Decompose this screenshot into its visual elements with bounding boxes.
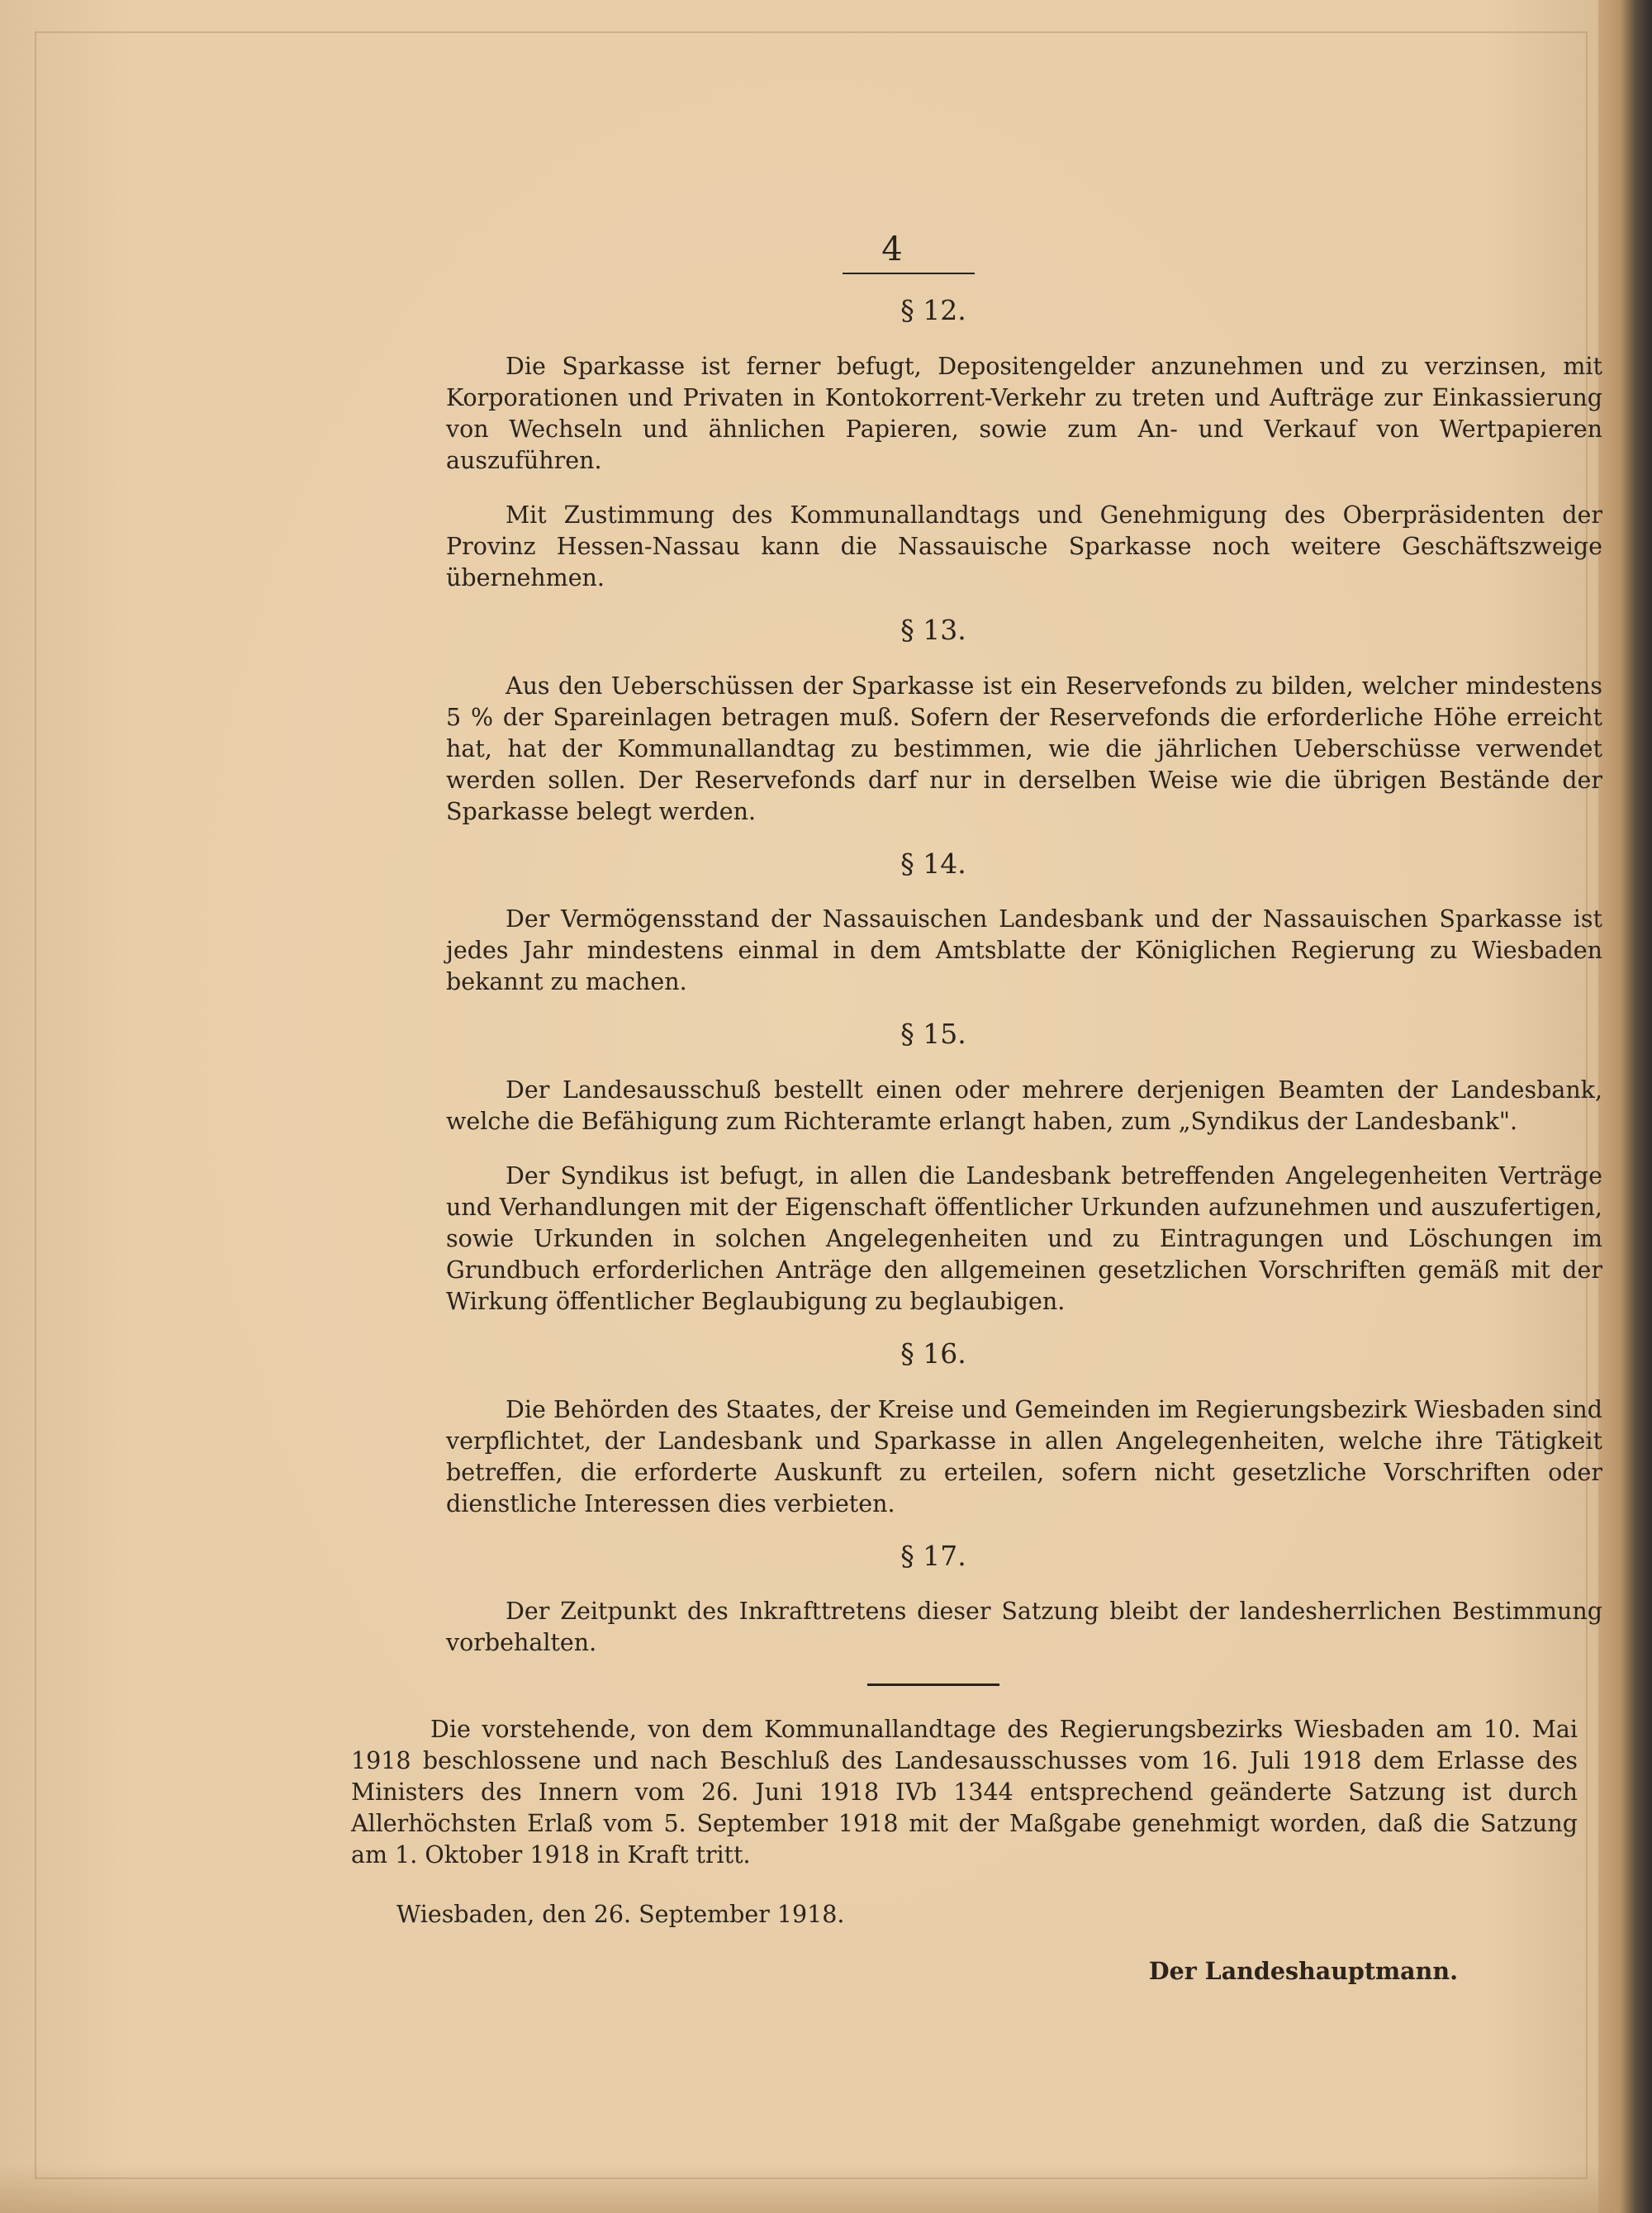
section-12-paragraph-2: Mit Zustimmung des Kommunallandtags und Genehmigung des Oberpräsidenten der Provinz Hessen-Nassau kann die Nassauische Sparkasse noch weitere Geschäftszweige übernehmen. [446,501,1602,591]
section-heading-13: § 13. [900,614,966,646]
section-12-paragraph-1: Die Sparkasse ist ferner befugt, Depositengelder anzunehmen und zu verzinsen, mit Korporationen und Privaten in Kontokorrent-Verkehr zu treten und Aufträge zur Einkassierung von Wechseln und ähnlichen Papieren, sowie zum An- und Verkauf von Wertpapieren auszuführen. [446,352,1602,474]
section-heading-16: § 16. [900,1337,966,1370]
section-17-paragraph-1: Der Zeitpunkt des Inkrafttretens dieser Satzung bleibt der landesherrlichen Bestimmung vorbehalten. [446,1598,1602,1656]
page-edge-bottom [0,2164,1615,2213]
section-14-paragraph-1: Der Vermögensstand der Nassauischen Landesbank und der Nassauischen Sparkasse ist jedes Jahr mindestens einmal in dem Amtsblatte der Königlichen Regierung zu Wiesbaden bekannt zu machen. [446,905,1602,995]
signature-line: Der Landeshauptmann. [1148,1957,1458,1985]
section-heading-12: § 12. [900,294,966,326]
page-number: 4 [881,230,903,268]
place-and-date: Wiesbaden, den 26. September 1918. [396,1901,845,1928]
document-body [351,230,1602,1987]
section-heading-14: § 14. [900,847,966,880]
page-edge [1598,0,1652,2213]
section-heading-15: § 15. [900,1018,966,1050]
section-16-paragraph-1: Die Behörden des Staates, der Kreise und Gemeinden im Regierungsbezirk Wiesbaden sind verpflichtet, der Landesbank und Sparkasse in allen Angelegenheiten, welche ihre Tätigkeit betreffen, die erforderte Auskunft zu erteilen, sofern nicht gesetzliche Vorschriften oder dienstliche Interessen dies verbieten. [446,1395,1602,1517]
closing-statement: Die vorstehende, von dem Kommunallandtage des Regierungsbezirks Wiesbaden am 10. Mai 1918 beschlossene und nach Beschluß des Landesausschusses vom 16. Juli 1918 dem Erlasse des Ministers des Innern vom 26. Juni 1918 IVb 1344 entsprechend geänderte Satzung ist durch Allerhöchsten Erlaß vom 5. September 1918 mit der Maßgabe genehmigt worden, daß die Satzung am 1. Oktober 1918 in Kraft tritt. [351,1716,1578,1869]
page-number-underline [843,273,975,274]
section-15-paragraph-1: Der Landesausschuß bestellt einen oder mehrere derjenigen Beamten der Landesbank, welche die Befähigung zum Richteramte erlangt haben, zum „Syndikus der Landesbank". [446,1076,1602,1135]
section-heading-17: § 17. [900,1539,966,1572]
section-15-paragraph-2: Der Syndikus ist befugt, in allen die Landesbank betreffenden Angelegenheiten Verträge und Verhandlungen mit der Eigenschaft öffentlicher Urkunden aufzunehmen und auszufertigen, sowie Urkunden in solchen Angelegenheiten und zu Eintragungen und Löschungen im Grundbuch erforderlichen Anträge den allgemeinen gesetzlichen Vorschriften gemäß mit der Wirkung öffentlicher Beglaubigung zu beglaubigen. [446,1162,1602,1315]
section-13-paragraph-1: Aus den Ueberschüssen der Sparkasse ist ein Reservefonds zu bilden, welcher mindestens 5 % der Spareinlagen betragen muß. Sofern der Reservefonds die erforderliche Höhe erreicht hat, hat der Kommunallandtag zu bestimmen, wie die jährlichen Ueberschüsse verwendet werden sollen. Der Reservefonds darf nur in derselben Weise wie die übrigen Bestände der Sparkasse belegt werden. [446,672,1602,825]
divider-rule [867,1683,999,1686]
